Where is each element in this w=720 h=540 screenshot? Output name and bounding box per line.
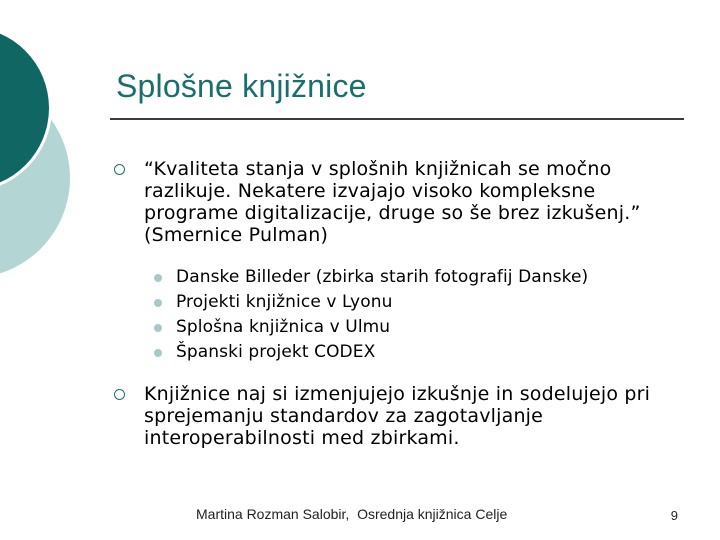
sub-bullet-item	[176, 340, 676, 365]
dot-bullet-icon	[154, 324, 162, 332]
bullet-item-2	[144, 383, 674, 449]
sub-bullet-text: Splošna knjižnica v Ulmu	[176, 317, 391, 337]
sub-bullet-item	[176, 315, 676, 340]
dot-bullet-icon	[154, 299, 162, 307]
hollow-bullet-icon	[114, 389, 125, 400]
hollow-bullet-icon	[114, 164, 125, 175]
sub-bullet-text: Projekti knjižnice v Lyonu	[176, 292, 393, 312]
page-number: 9	[670, 508, 678, 523]
sub-bullet-item	[176, 265, 676, 290]
dot-bullet-icon	[154, 274, 162, 282]
sub-bullet-list	[176, 265, 676, 365]
bullet-item-1	[144, 158, 674, 246]
slide-footer: Martina Rozman Salobir, Osrednja knjižnica Celje	[196, 506, 508, 522]
sub-bullet-item	[176, 290, 676, 315]
bullet-text-2: Knjižnice naj si izmenjujejo izkušnje in sodelujejo pri sprejemanju standardov za zagotavljanje interoperabilnosti med zbirkami.	[144, 383, 651, 449]
dot-bullet-icon	[154, 349, 162, 357]
sub-bullet-text: Danske Billeder (zbirka starih fotografij Danske)	[176, 267, 589, 287]
decorative-circles	[0, 0, 90, 300]
slide-title: Splošne knjižnice	[116, 68, 367, 104]
sub-bullet-text: Španski projekt CODEX	[176, 342, 376, 362]
bullet-text-1: “Kvaliteta stanja v splošnih knjižnicah se močno razlikuje. Nekatere izvajajo visoko kompleksne programe digitalizacije, druge so še brez izkušenj.” (Smernice Pulman)	[144, 158, 641, 246]
title-divider	[110, 118, 684, 120]
